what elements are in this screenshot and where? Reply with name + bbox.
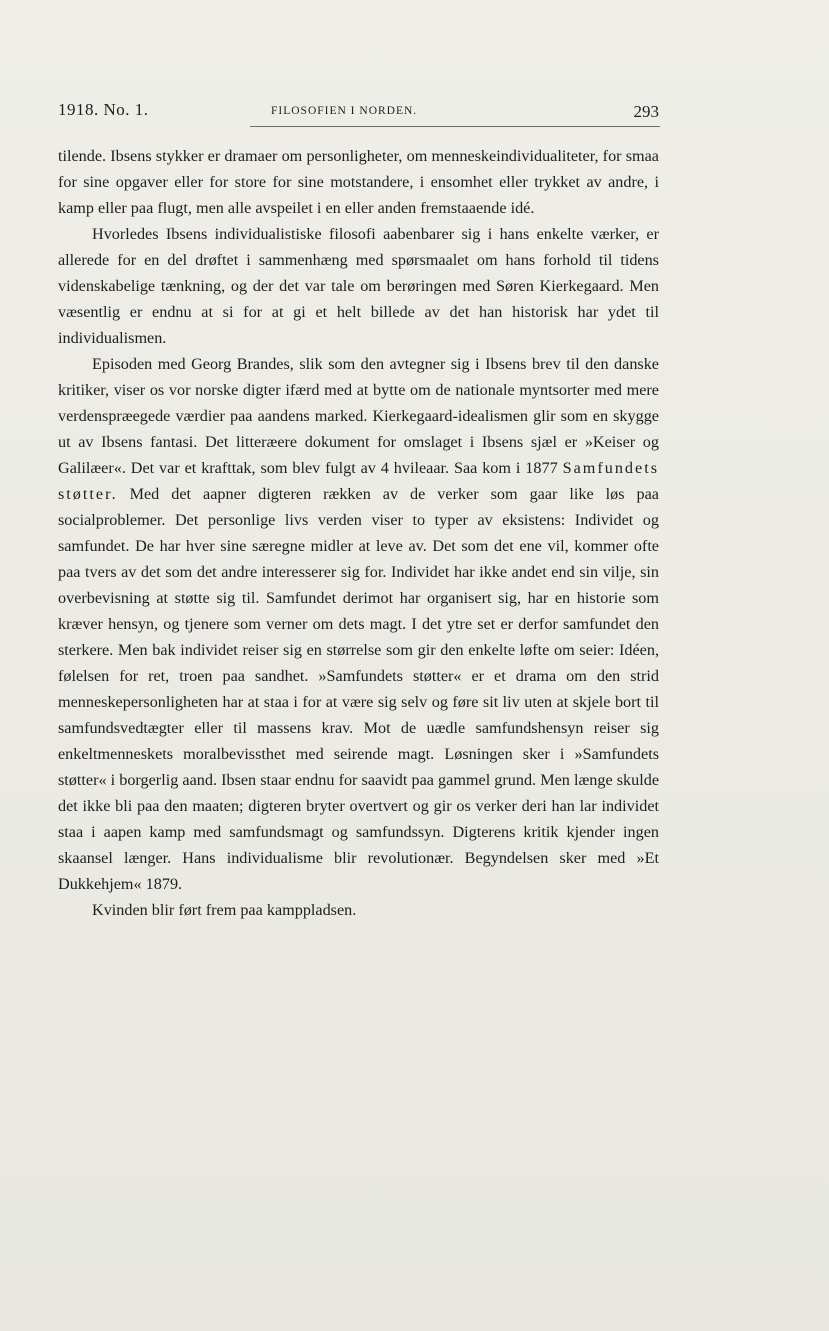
page-number: 293: [633, 102, 659, 121]
running-title: FILOSOFIEN I NORDEN.: [271, 105, 418, 117]
paragraph-2: Hvorledes Ibsens individualistiske filosofi aabenbarer sig i hans enkelte værker, er allerede for en del drøftet i sammenhæng med spørsmaalet om hans forhold til tidens videnskabelige tænkning, og der det var tale om berøringen med Søren Kierkegaard. Men væsentlig er endnu at si for at gi et helt billede av det han historisk har ydet til individualismen.: [58, 225, 659, 347]
paragraph-4: Kvinden blir ført frem paa kamppladsen.: [92, 901, 357, 919]
body-text: [58, 143, 659, 923]
running-header: [58, 100, 659, 124]
play-title-spaced: Samfundets støtter.: [58, 459, 659, 503]
issue-label: 1918. No. 1.: [58, 100, 149, 119]
paragraph-3-text-before: Episoden med Georg Brandes, slik som den avtegner sig i Ibsens brev til den danske kritiker, viser os vor norske digter ifærd med at bytte om de nationale myntsorter med mere verdenspræegede værdier paa aandens marked. Kierkegaard-idealismen glir som en skygge ut av Ibsens fantasi. Det litteræere dokument for omslaget i Ibsens sjæl er »Keiser og Galilæer«. Det var et krafttak, som blev fulgt av 4 hvileaar. Saa kom i 1877: [58, 355, 659, 477]
paragraph-3: [58, 351, 659, 897]
header-rule: [250, 126, 660, 127]
paragraph-1: tilende. Ibsens stykker er dramaer om personligheter, om menneskeindividualiteter, for smaa for sine opgaver eller for store for sine motstandere, i ensomhet eller trykket av andre, i kamp eller paa flugt, men alle avspeilet i en eller anden fremstaaende idé.: [58, 147, 659, 217]
paragraph-3-text-after: Med det aapner digteren rækken av de verker som gaar like løs paa socialproblemer. Det personlige livs verden viser to typer av eksistens: Individet og samfundet. De har hver sine særegne midler at leve av. Det som det ene vil, kommer ofte paa tvers av det som det andre interesserer sig for. Individet har ikke andet end sin vilje, sin overbevisning at støtte sig til. Samfundet derimot har organisert sig, har en historie som kræver hensyn, og tjenere som verner om dets magt. I det ytre set er derfor samfundet den sterkere. Men bak individet reiser sig en størrelse som gir den enkelte løfte om seier: Idéen, følelsen for ret, troen paa sandhet. »Samfundets støtter« er et drama om den strid menneskepersonligheten har at staa i for at være sig selv og føre sit liv uten at skjele bort til samfundsvedtægter eller til massens krav. Mot de uædle samfundshensyn reiser sig enkeltmenneskets moralbevissthet med seirende magt. Løsningen sker i »Samfundets støtter« i borgerlig aand. Ibsen staar endnu for saavidt paa gammel grund. Men længe skulde det ikke bli paa den maaten; digteren bryter overtvert og gir os verker deri han lar individet staa i aapen kamp med samfundsmagt og samfundssyn. Digterens kritik kjender ingen skaansel længer. Hans individualisme blir revolutionær. Begyndelsen sker med »Et Dukkehjem« 1879.: [58, 485, 659, 893]
